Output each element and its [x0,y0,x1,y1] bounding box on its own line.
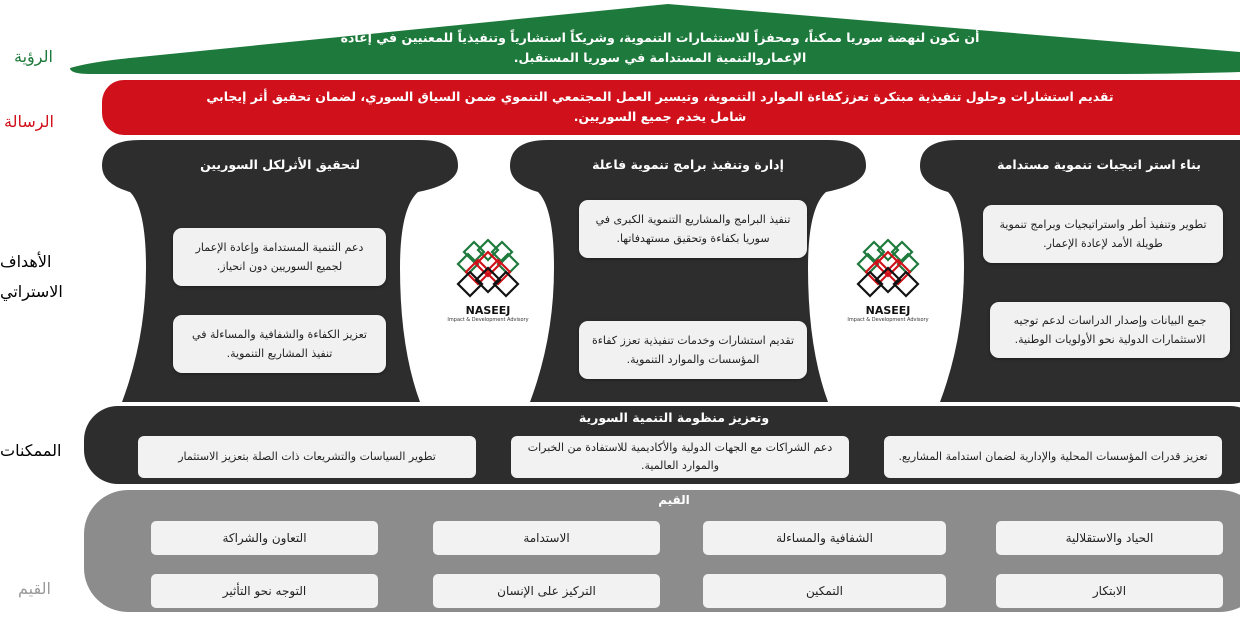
value-card: التوجه نحو التأثير [151,574,378,608]
mission-text: تقديم استشارات وحلول تنفيذية مبتكرة تعززكفاءة الموارد التنموية، وتيسير العمل المجتمعي التنموي ضمن السياق السوري، لضمان تحقيق أثر إيجابي شامل يخدم جميع السوريين. [206,89,1114,124]
goal-column-title: إدارة وتنفيذ برامج تنموية فاعلة [592,157,784,172]
vision-label: الرؤية [14,47,53,66]
naseej-logo-mark-icon [440,238,536,300]
naseej-logo-name: NASEEJ [465,304,511,317]
goal-card: تقديم استشارات وخدمات تنفيذية تعزز كفاءة المؤسسات والموارد التنموية. [579,321,807,379]
goal-card: تنفيذ البرامج والمشاريع التنموية الكبرى في سوريا بكفاءة وتحقيق مستهدفاتها. [579,200,807,258]
naseej-logo-tagline: Impact & Development Advisory [847,317,929,323]
value-card: الشفافية والمساءلة [703,521,946,555]
naseej-logo [840,238,936,323]
vision-text: أن نكون لنهضة سوريا ممكناً، ومحفزاً للاستثمارات التنموية، وشريكاً استشارياً وتنفيذياً للمعنيين في إعادة الإعماروالتنمية المستدامة في سوريا المستقبل. [340,30,980,65]
value-card: الحياد والاستقلالية [996,521,1223,555]
values-title: القيم [658,493,690,507]
goal-card: تطوير وتنفيذ أطر واستراتيجيات وبرامج تنموية طويلة الأمد لإعادة الإعمار. [983,205,1223,263]
enabler-card: تعزيز قدرات المؤسسات المحلية والإدارية لضمان استدامة المشاريع. [884,436,1222,478]
value-card: التمكين [703,574,946,608]
goals-label-line2: الاستراتي [0,282,63,301]
goal-column-title: لتحقيق الأثرلكل السوريين [200,157,360,172]
goal-card: تعزيز الكفاءة والشفافية والمساءلة في تنفيذ المشاريع التنموية. [173,315,386,373]
value-card: التعاون والشراكة [151,521,378,555]
mission-label: الرسالة [4,112,54,131]
naseej-logo [440,238,536,323]
goal-card: جمع البيانات وإصدار الدراسات لدعم توجيه الاستثمارات الدولية نحو الأولويات الوطنية. [990,302,1230,358]
value-card: التركيز على الإنسان [433,574,660,608]
enabler-card: دعم الشراكات مع الجهات الدولية والأكاديمية للاستفادة من الخبرات والموارد العالمية. [511,436,849,478]
goal-column-title: بناء استر اتيجيات تنموية مستدامة [997,157,1201,172]
naseej-logo-tagline: Impact & Development Advisory [447,317,529,323]
value-card: الاستدامة [433,521,660,555]
enabler-card: تطوير السياسات والتشريعات ذات الصلة بتعزيز الاستثمار [138,436,476,478]
enablers-label: الممكنات [0,441,62,460]
goal-card: دعم التنمية المستدامة وإعادة الإعمار لجميع السوريين دون انحياز. [173,228,386,286]
naseej-logo-name: NASEEJ [865,304,911,317]
naseej-logo-mark-icon [840,238,936,300]
value-card: الابتكار [996,574,1223,608]
enablers-title: وتعزيز منظومة التنمية السورية [578,410,770,425]
values-label: القيم [18,579,51,598]
goals-label-line1: الأهداف [0,252,52,271]
